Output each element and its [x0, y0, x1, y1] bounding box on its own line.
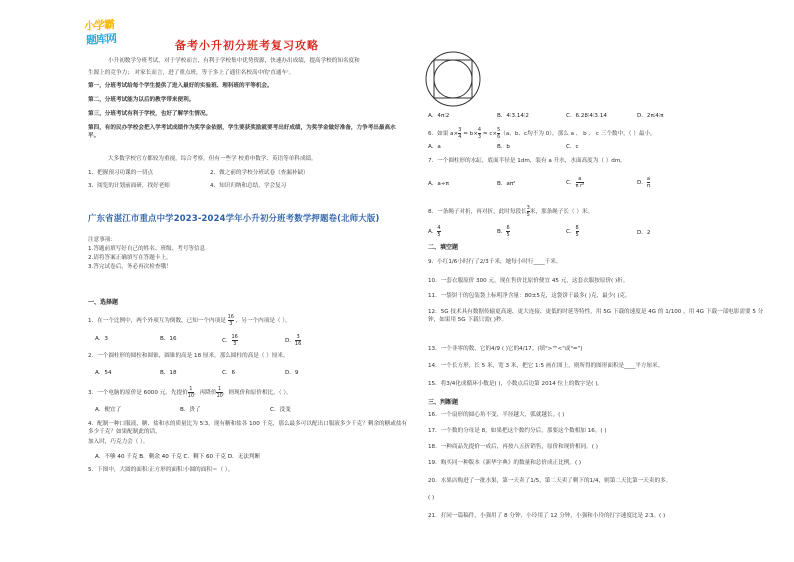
- q1-opt-c-fraction: [232, 334, 238, 347]
- q6-opt-a: A．a: [428, 144, 441, 150]
- q1-tail: ，另一个内项是（ ）。: [235, 318, 291, 324]
- q1-stem: 1．在一个比例中，两个外项互为倒数，已知一个内项是: [88, 318, 226, 324]
- q8-opt-b-fraction: $\frac{6}{5}$: [506, 225, 510, 238]
- q1-frac-den: 3: [229, 321, 233, 327]
- q8-frac-num: 3: [526, 205, 530, 211]
- q3-stem: 3．一个电脑的原价是 6000 元，先提价: [88, 390, 188, 396]
- q1-opt-d: [285, 334, 301, 347]
- exam-title: 广东省湛江市重点中学2023-2024学年小升初分班考数学押题卷(北师大版): [88, 213, 380, 223]
- q8-opt-a: [428, 225, 441, 238]
- q16: 16．一个扇形的圆心角不变，半径越大，弧就越长。( ): [428, 412, 565, 418]
- q7-opt-d-fraction: $\frac{a}{\pi}$: [646, 176, 650, 189]
- q8-opt-b-label: B．: [497, 229, 507, 235]
- q2-opt-d: D．9: [285, 370, 299, 376]
- circle-square-figure: [424, 50, 482, 108]
- q10: 10．一套衣服原价 300 元，现在售价比原价便宜 45 元，这套衣服按原价( )折。: [428, 278, 629, 284]
- q3-text: [88, 386, 292, 399]
- q8-opt-b: [497, 225, 510, 238]
- q1-frac-num: 16: [227, 314, 234, 320]
- q7-text: 7．一个圆柱形的水缸，底面半径是 1dm，装有 a 升水，水面高度为（ ）dm。: [428, 158, 626, 164]
- q3-frac-2-den: 10: [216, 393, 223, 399]
- q7-opt-d: [637, 176, 650, 189]
- logo-line-2: 题库网: [85, 31, 117, 48]
- q20-answer: ( ): [428, 495, 435, 501]
- q6-opt-b: B．b: [497, 144, 510, 150]
- guide-point-3: 第三，分班考试有利于学校，也好了解学生情况。: [88, 111, 212, 117]
- q3-tail: ，则现价和原价相比，（ ）。: [222, 390, 292, 396]
- section-fill: 二、填空题: [428, 244, 459, 251]
- q4-line-2: 加入时，巧克力会（ ）。: [88, 439, 149, 445]
- q5-opt-d: D．2π∶4∶π: [637, 113, 664, 119]
- q18: 18．一种商品先提价一成后，再按八五折销售，原价和现价相同。( ): [428, 444, 598, 450]
- q8-opt-c-fraction: $\frac{8}{5}$: [575, 225, 579, 238]
- q7-opt-c-fraction: $\frac{a}{\text{π r²}}$: [575, 176, 585, 189]
- q11: 11．一袋饼干的包装袋上标明净含量：80±5克，这袋饼干最多( )克，最少( )克。: [428, 293, 631, 299]
- q14: 14．一个长方形，长 5 米，宽 3 米，把它 1:5 画在图上，则所得的图形面积是____平方厘米。: [428, 363, 664, 369]
- q8-text: [428, 205, 593, 218]
- q5-opt-b: B．4∶3.14∶2: [497, 113, 529, 119]
- q2-opt-b: B．18: [160, 370, 177, 376]
- q20: 20．水果店购进了一批水果，第一天卖了1/5，第二天卖了剩下的1/4，则第二天比第一天卖的多。: [428, 478, 672, 484]
- q4-line-1: 4．配制一种口服液，糖、盐和水的质量比为 5∶3。现有糖和盐各 100 千克，那么最多可以配出口服液多少千克？剩余的糖或盐有多少千克？如果配制此的话，: [88, 421, 408, 435]
- notice-title: 注意事项：: [88, 237, 116, 243]
- q1-opt-d-fraction: [295, 334, 301, 347]
- q8-opt-c-label: C．: [566, 229, 576, 235]
- q1-fraction: [228, 314, 234, 327]
- q15: 15．将3/4化成循环小数是( )，小数点后边第 2014 位上的数字是( )。: [428, 381, 603, 387]
- guide-point-1: 第一，分班考试给每个学生提供了进入最好的实验班、理科班的平等机会。: [88, 83, 273, 89]
- q1-opt-c-label: C．: [222, 338, 232, 344]
- q6-text: 6．如果 a× $\frac{3}{4}$ = b× $\frac{4}{3}$ = c× $\frac{5}{6}$ （a、b、c均不为 0），那么 a 、 b 、 c 三个数中，（ ）最小。: [428, 127, 656, 140]
- q7-opt-a: A．a÷π: [428, 181, 449, 187]
- q3-frac-2-num: 1: [218, 386, 222, 392]
- guide-point-2: 第二，分班考试能为以后的教学带来便利。: [88, 97, 195, 103]
- q3-opt-b: B．贵了: [180, 407, 201, 413]
- q5-text: 5．下图中，大圆的面积∶正方形的面积∶小圆的面积＝（ ）。: [88, 467, 234, 473]
- q3-frac-1-num: 1: [189, 386, 193, 392]
- q8-stem: 8．一条绳子对折，再对折，此时每段长: [428, 209, 527, 215]
- q7-opt-c-label: C．: [566, 180, 576, 186]
- q12: 12．5G 技术具有数据传输更高速、更大连接、更低的时延等特性，用 5G 下载的速度是 4G 的 1/100 ，用 4G 下载一部电影需要 5 分钟，如果用 5G 下载只需( )秒。: [428, 309, 764, 323]
- q3-frac-1-den: 10: [187, 393, 195, 399]
- guide-intro-1: 小升初数学分班考试，对于学校而言，有利于学校集中优势资源，快速办出成绩，提高学校的知名度和: [108, 58, 360, 64]
- q6-fraction-3: $\frac{5}{6}$: [497, 127, 501, 140]
- q9: 9．小红1/6小时行了2/3千米，她每小时行____千米。: [428, 259, 562, 265]
- q8-frac-den: 5: [526, 212, 530, 218]
- q21: 21．打同一篇稿件，小强用了 8 分钟，小玲用了 12 分钟，小强和小玲的打字速度比是 2∶3。( ): [428, 513, 666, 519]
- q7-opt-d-label: D．: [637, 180, 647, 186]
- q2-opt-a: A．54: [95, 370, 112, 376]
- q1-opt-c: [222, 334, 238, 347]
- q6-fraction-2: $\frac{4}{3}$: [477, 127, 482, 140]
- q2-text: 2．一个圆柱形的圆柱和圆锥，圆锥的高是 18 厘米，那么圆柱的高是（ ）厘米。: [88, 353, 289, 359]
- q8-tail: 米，那条绳子长（ ）米。: [529, 209, 594, 215]
- q7-opt-c: [566, 176, 584, 189]
- notice-3: 3.答完试卷后，务必再次检查哦！: [88, 264, 172, 270]
- guide-tip-1: 1、把握预习功课的一切点: [88, 170, 154, 176]
- q1-opt-d-label: D．: [285, 338, 295, 344]
- q6-stem: 6．如果 a×: [428, 131, 459, 137]
- logo: [84, 17, 130, 47]
- notice-1: 1.答题前填写好自己的姓名、班级、考号等信息: [88, 246, 206, 252]
- q3-mid: ，再降价: [194, 390, 217, 396]
- q1-opt-c-num: 16: [231, 334, 238, 340]
- q1-text: [88, 314, 291, 327]
- q6-opt-c: C．c: [566, 144, 579, 150]
- q6-tail: （a、b、c均不为 0），那么 a 、 b 、 c 三个数中，（ ）最小。: [500, 131, 656, 137]
- guide-title: 备考小升初分班考复习攻略: [175, 39, 319, 52]
- q1-opt-b: B．16: [160, 336, 177, 342]
- guide-tip-4: 4、知识归纳和总结，学会复习: [210, 183, 287, 189]
- q1-opt-c-den: 3: [233, 341, 237, 347]
- q8-opt-c: [566, 225, 579, 238]
- guide-tip-2: 2、做之前的学校分班试卷（查漏补缺）: [210, 170, 309, 176]
- guide-intro-2: 生源上的竞争力； 对家长而言，进了重点班，等于多上了通往名校高中的'直通车'。: [88, 70, 295, 76]
- q8-opt-a-label: A．: [428, 229, 438, 235]
- logo-line-1: 小学霸: [83, 17, 115, 34]
- q6-fraction-1: $\frac{3}{4}$: [458, 127, 462, 140]
- q7-opt-b: B．aπ²: [497, 181, 516, 187]
- q8-opt-d: D．2: [637, 230, 651, 236]
- q5-opt-a: A．4π∶2: [428, 113, 450, 119]
- q1-opt-d-den: 16: [294, 341, 302, 347]
- q5-opt-c: C．6.28∶4∶3.14: [566, 113, 607, 119]
- q1-opt-a: A．3: [95, 336, 108, 342]
- section-judge: 三、判断题: [428, 399, 459, 406]
- guide-point-4: 第四，有的民办学校会把入学考试成绩作为奖学金依据，学生要获奖励就要考出好成绩，为奖学金做好准备，力争考出最高水平。: [88, 125, 396, 139]
- q19: 19．购买同一种版本《新华字典》的数量和总价成正比例。( ): [428, 460, 582, 466]
- q1-opt-d-num: 3: [296, 334, 300, 340]
- q3-opt-c: C．没变: [270, 407, 291, 413]
- notice-2: 2.请将答案正确填写在答题卡上。: [88, 255, 172, 261]
- section-choice: 一、选择题: [88, 299, 119, 306]
- q3-opt-a: A．便宜了: [95, 407, 122, 413]
- q17: 17．一个数的分母是 8，如果把这个数约分后，那要这个数相加 16。( ): [428, 428, 607, 434]
- small-circle: [434, 60, 472, 98]
- guide-tip-3: 3、阅览的计划前面研，找好老师: [88, 183, 170, 189]
- q13: 13．一个非零的数，它的4/9 ( )它的4/17。(填">""<"或"="): [428, 346, 583, 352]
- q4-options: A．不够 40 千克 B．剩余 40 千克 C．剩下 60 千克 D．无法判断: [95, 454, 261, 460]
- guide-advice: 大多数学校官方都较为重视，综合考察，但有一些学 校重申数学、英语等单科成绩。: [108, 156, 317, 162]
- q8-opt-a-fraction: $\frac{4}{5}$: [437, 225, 441, 238]
- q2-opt-c: C．6: [222, 370, 236, 376]
